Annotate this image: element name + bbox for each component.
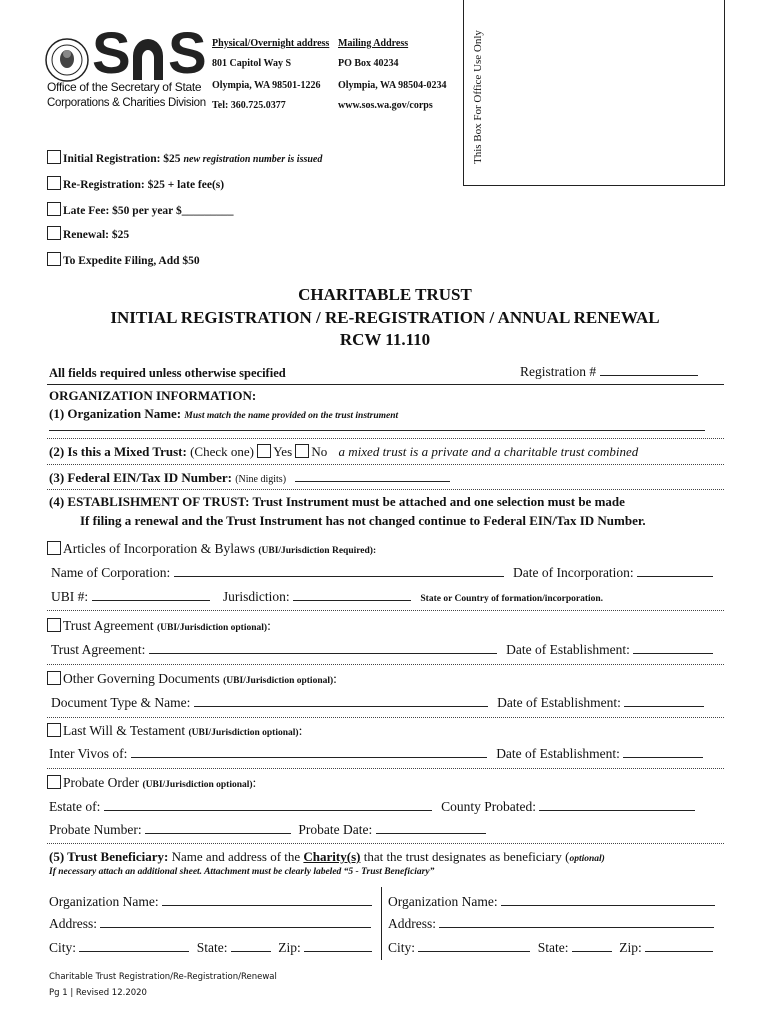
date-establishment-label: Date of Establishment:	[497, 695, 625, 710]
last-will-row: Last Will & Testament (UBI/Jurisdiction optional):	[47, 723, 302, 739]
other-docs-row: Other Governing Documents (UBI/Jurisdiction optional):	[47, 671, 337, 687]
estate-of-label: Estate of:	[49, 799, 104, 814]
divider	[47, 843, 724, 844]
logo-s-right: S	[168, 21, 207, 86]
physical-city: Olympia, WA 98501-1226	[212, 80, 321, 91]
beneficiary-2-org	[388, 894, 715, 910]
city-label: City:	[49, 940, 80, 955]
reregistration-checkbox[interactable]	[47, 176, 61, 190]
probate-date-field[interactable]	[376, 822, 486, 834]
state-country-note: State or Country of formation/incorporation.	[420, 594, 604, 604]
renewal-checkbox[interactable]	[47, 226, 61, 240]
other-docs-checkbox[interactable]	[47, 671, 61, 685]
city-field[interactable]	[418, 940, 530, 952]
doc-type-label: Document Type & Name:	[51, 695, 194, 710]
inter-vivos-field[interactable]	[131, 746, 487, 758]
establishment-line-2: If filing a renewal and the Trust Instrument has not changed continue to Federal EIN/Tax ID Number.	[80, 513, 646, 528]
ein-label: (3) Federal EIN/Tax ID Number:	[49, 470, 232, 485]
org-name-field[interactable]	[49, 430, 705, 431]
county-probated-label: County Probated:	[441, 799, 540, 814]
jurisdiction-label: Jurisdiction:	[222, 589, 293, 604]
zip-field[interactable]	[645, 940, 713, 952]
divider	[47, 610, 724, 611]
registration-label: Registration #	[520, 364, 597, 379]
beneficiary-text2: that the trust designates as beneficiary (	[363, 849, 570, 864]
zip-field[interactable]	[304, 940, 372, 952]
address-field[interactable]	[439, 916, 714, 928]
other-docs-label: Other Governing Documents	[63, 671, 220, 686]
beneficiary-label: (5) Trust Beneficiary:	[49, 849, 169, 864]
organization-name-label: Organization Name:	[49, 894, 162, 909]
establishment-line-1: (4) ESTABLISHMENT OF TRUST: Trust Instrument must be attached and one selection must be made	[49, 494, 625, 509]
mailing-city: Olympia, WA 98504-0234	[338, 80, 447, 91]
ubi-optional-note: (UBI/Jurisdiction optional)	[142, 780, 253, 790]
all-required-note: All fields required unless otherwise specified	[49, 366, 286, 380]
division-name: Corporations & Charities Division	[47, 97, 206, 109]
state-label: State:	[196, 940, 231, 955]
divider	[47, 664, 724, 665]
footer-line-1: Charitable Trust Registration/Re-Registration/Renewal	[49, 972, 277, 982]
logo-arch-icon	[130, 34, 166, 80]
ubi-optional-note: (UBI/Jurisdiction optional)	[188, 728, 299, 738]
no-label: No	[311, 444, 328, 459]
corp-name-row	[51, 565, 713, 581]
probate-number-row	[49, 822, 486, 838]
ein-row	[49, 470, 450, 486]
org-name-row	[49, 406, 398, 422]
mailing-address-label: Mailing Address	[338, 38, 409, 49]
date-establishment-field[interactable]	[633, 642, 713, 654]
date-establishment-label: Date of Establishment:	[506, 642, 634, 657]
divider	[47, 384, 724, 385]
trust-agreement-checkbox[interactable]	[47, 618, 61, 632]
state-field[interactable]	[572, 940, 612, 952]
last-will-label: Last Will & Testament	[63, 723, 186, 738]
doc-type-row	[51, 695, 704, 711]
website-link[interactable]: www.sos.wa.gov/corps	[338, 100, 433, 111]
estate-of-field[interactable]	[104, 799, 432, 811]
attach-note: If necessary attach an additional sheet. Attachment must be clearly labeled “5 - Trust Beneficiary”	[49, 867, 435, 877]
doc-type-field[interactable]	[194, 695, 488, 707]
probate-row: Probate Order (UBI/Jurisdiction optional):	[47, 775, 256, 791]
physical-address-label: Physical/Overnight address	[212, 38, 330, 49]
probate-date-label: Probate Date:	[298, 822, 376, 837]
articles-checkbox[interactable]	[47, 541, 61, 555]
logo-s-left: S	[92, 21, 131, 86]
office-name: Office of the Secretary of State	[47, 80, 202, 94]
mailing-street: PO Box 40234	[338, 58, 399, 69]
ubi-required-note: (UBI/Jurisdiction Required):	[258, 546, 377, 556]
renewal-label: Renewal: $25	[63, 229, 130, 241]
initial-registration-checkbox[interactable]	[47, 150, 61, 164]
footer-line-2: Pg 1 | Revised 12.2020	[49, 988, 147, 998]
reregistration-label: Re-Registration: $25 + late fee(s)	[63, 179, 225, 191]
initial-registration-label: Initial Registration: $25	[63, 153, 181, 165]
organization-name-label: Organization Name:	[388, 894, 501, 909]
inter-vivos-row	[49, 746, 703, 762]
mixed-trust-label: (2) Is this a Mixed Trust:	[49, 444, 187, 459]
county-probated-field[interactable]	[539, 799, 695, 811]
date-establishment-field[interactable]	[623, 746, 703, 758]
mixed-yes-checkbox[interactable]	[257, 444, 271, 458]
yes-label: Yes	[273, 444, 293, 459]
ubi-field[interactable]	[92, 589, 210, 601]
late-fee-label: Late Fee: $50 per year $_________	[63, 205, 234, 217]
address-field[interactable]	[100, 916, 371, 928]
date-incorp-field[interactable]	[637, 565, 713, 577]
state-field[interactable]	[231, 940, 271, 952]
ein-field[interactable]	[295, 470, 450, 482]
city-label: City:	[388, 940, 419, 955]
ein-note: (Nine digits)	[235, 474, 287, 485]
charity-text: Charity(s)	[303, 849, 361, 864]
divider	[47, 438, 724, 439]
trust-agreement-field-label: Trust Agreement:	[51, 642, 149, 657]
divider	[47, 464, 724, 465]
city-field[interactable]	[79, 940, 189, 952]
date-incorp-label: Date of Incorporation:	[512, 565, 638, 580]
org-name-note: Must match the name provided on the trust instrument	[184, 411, 399, 421]
ubi-label: UBI #:	[51, 589, 92, 604]
date-establishment-field[interactable]	[624, 695, 704, 707]
trust-agreement-row: Trust Agreement (UBI/Jurisdiction optional):	[47, 618, 271, 634]
organization-name-field[interactable]	[162, 894, 372, 906]
trust-agreement-field[interactable]	[149, 642, 497, 654]
trust-agreement-label: Trust Agreement	[63, 618, 154, 633]
initial-note: new registration number is issued	[183, 154, 323, 165]
fee-initial	[47, 150, 322, 165]
beneficiary-row	[49, 849, 605, 865]
physical-street: 801 Capitol Way S	[212, 58, 291, 69]
title-line-1: CHARITABLE TRUST	[298, 285, 472, 304]
address-label: Address:	[49, 916, 101, 931]
beneficiary-2-address	[388, 916, 714, 932]
phone: Tel: 360.725.0377	[212, 100, 286, 111]
mixed-no-checkbox[interactable]	[295, 444, 309, 458]
jurisdiction-field[interactable]	[293, 589, 411, 601]
sos-logo	[92, 21, 207, 86]
expedite-checkbox[interactable]	[47, 252, 61, 266]
title-line-2: INITIAL REGISTRATION / RE-REGISTRATION / ANNUAL RENEWAL	[110, 308, 660, 327]
registration-number-field[interactable]	[600, 364, 698, 376]
divider	[47, 768, 724, 769]
expedite-label: To Expedite Filing, Add $50	[63, 255, 200, 267]
fee-late	[47, 202, 233, 217]
state-seal-icon	[45, 38, 89, 82]
ubi-row	[51, 589, 603, 605]
ubi-optional-note: (UBI/Jurisdiction optional)	[157, 623, 268, 633]
zip-label: Zip:	[619, 940, 646, 955]
ubi-optional-note: (UBI/Jurisdiction optional)	[223, 676, 334, 686]
late-fee-checkbox[interactable]	[47, 202, 61, 216]
beneficiary-1-city	[49, 940, 372, 956]
registration-number	[520, 364, 698, 380]
fee-reregistration	[47, 176, 224, 191]
organization-name-field[interactable]	[501, 894, 715, 906]
beneficiary-divider	[381, 887, 382, 960]
probate-number-field[interactable]	[145, 822, 291, 834]
articles-row	[47, 541, 376, 557]
mixed-trust-row	[49, 444, 638, 460]
fee-expedite	[47, 252, 200, 267]
probate-checkbox[interactable]	[47, 775, 61, 789]
office-use-label: This Box For Office Use Only	[472, 30, 484, 164]
office-use-box	[463, 0, 725, 186]
probate-number-label: Probate Number:	[49, 822, 145, 837]
org-name-label: (1) Organization Name:	[49, 406, 182, 421]
fee-renewal	[47, 226, 129, 241]
org-info-heading: ORGANIZATION INFORMATION:	[49, 388, 257, 403]
trust-agreement-field-row	[51, 642, 713, 658]
check-one: (Check one)	[190, 444, 254, 459]
beneficiary-text: Name and address of the	[171, 849, 301, 864]
inter-vivos-label: Inter Vivos of:	[49, 746, 131, 761]
corp-name-field[interactable]	[174, 565, 504, 577]
address-label: Address:	[388, 916, 440, 931]
divider	[47, 717, 724, 718]
divider	[47, 489, 724, 490]
state-label: State:	[537, 940, 572, 955]
estate-row	[49, 799, 695, 815]
optional-note: optional)	[569, 854, 605, 864]
beneficiary-1-org	[49, 894, 372, 910]
title-line-3: RCW 11.110	[339, 330, 431, 349]
beneficiary-1-address	[49, 916, 371, 932]
probate-label: Probate Order	[63, 775, 140, 790]
date-establishment-label: Date of Establishment:	[496, 746, 624, 761]
corp-name-label: Name of Corporation:	[51, 565, 174, 580]
last-will-checkbox[interactable]	[47, 723, 61, 737]
mixed-note: a mixed trust is a private and a charitable trust combined	[338, 444, 639, 459]
zip-label: Zip:	[278, 940, 305, 955]
articles-label: Articles of Incorporation & Bylaws	[63, 541, 255, 556]
beneficiary-2-city	[388, 940, 713, 956]
